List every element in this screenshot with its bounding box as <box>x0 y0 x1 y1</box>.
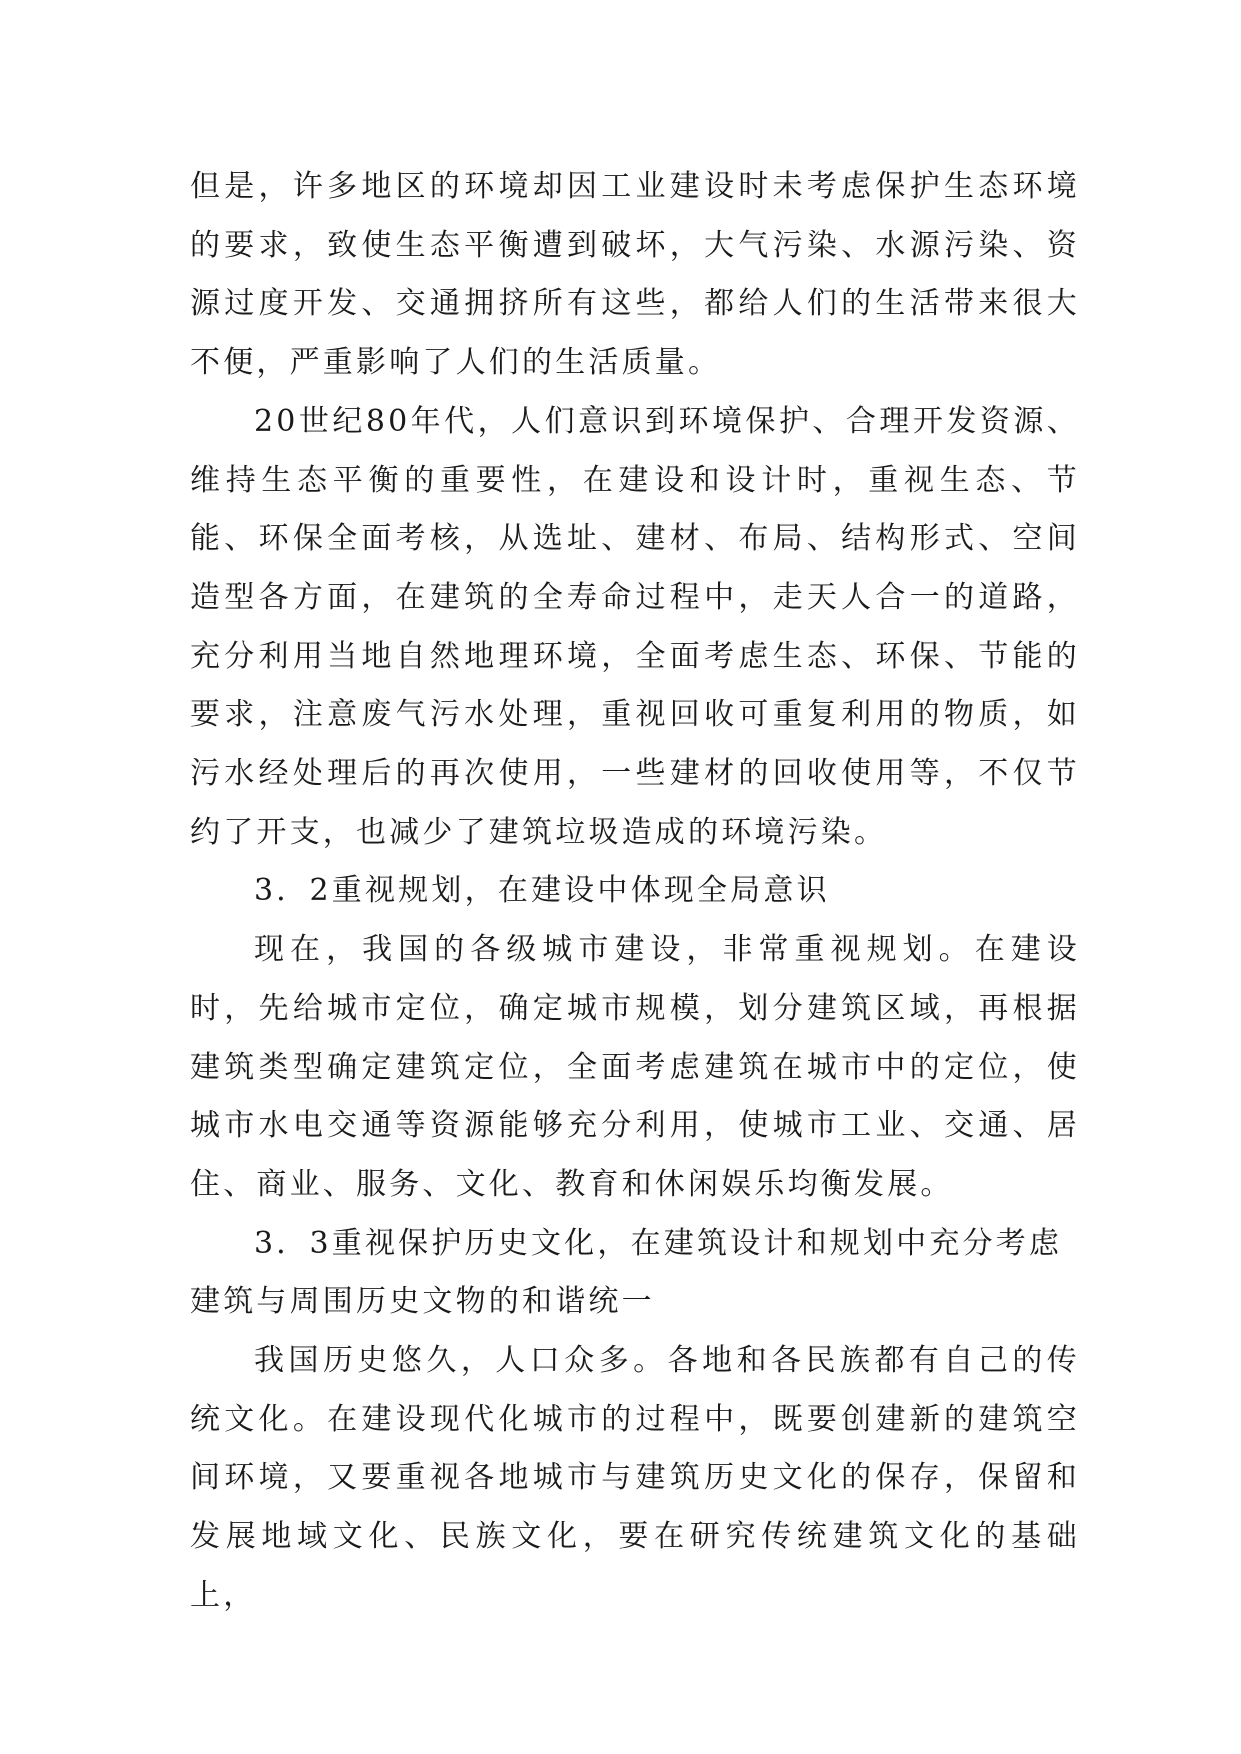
paragraph-historical-culture: 我国历史悠久，人口众多。各地和各民族都有自己的传统文化。在建设现代化城市的过程中，既要创建新的建筑空间环境，又要重视各地城市与建筑历史文化的保存，保留和发展地域文化、民族文化，要在研究传统建筑文化的基础上， <box>190 1343 1080 1613</box>
paragraph-1980s-awareness: 20世纪80年代，人们意识到环境保护、合理开发资源、维持生态平衡的重要性，在建设和设计时，重视生态、节能、环保全面考核，从选址、建材、布局、结构形式、空间造型各方面，在建筑的全寿命过程中，走天人合一的道路，充分利用当地自然地理环境，全面考虑生态、环保、节能的要求，注意废气污水处理，重视回收可重复利用的物质，如污水经处理后的再次使用，一些建材的回收使用等，不仅节约了开支，也减少了建筑垃圾造成的环境污染。 <box>190 403 1081 850</box>
paragraph-urban-planning: 现在，我国的各级城市建设，非常重视规划。在建设时，先给城市定位，确定城市规模，划分建筑区域，再根据建筑类型确定建筑定位，全面考虑建筑在城市中的定位，使城市水电交通等资源能够充分利用，使城市工业、交通、居住、商业、服务、文化、教育和休闲娱乐均衡发展。 <box>190 932 1080 1202</box>
section-heading-3-2: 3．2重视规划，在建设中体现全局意识 <box>254 873 830 909</box>
document-body <box>190 158 1080 1626</box>
section-heading-3-3: 3．3重视保护历史文化，在建筑设计和规划中充分考虑建筑与周围历史文物的和谐统一 <box>190 1225 1063 1320</box>
paragraph-ecology-damage: 但是，许多地区的环境却因工业建设时未考虑保护生态环境的要求，致使生态平衡遭到破坏，大气污染、水源污染、资源过度开发、交通拥挤所有这些，都给人们的生活带来很大不便，严重影响了人们的生活质量。 <box>190 169 1080 381</box>
